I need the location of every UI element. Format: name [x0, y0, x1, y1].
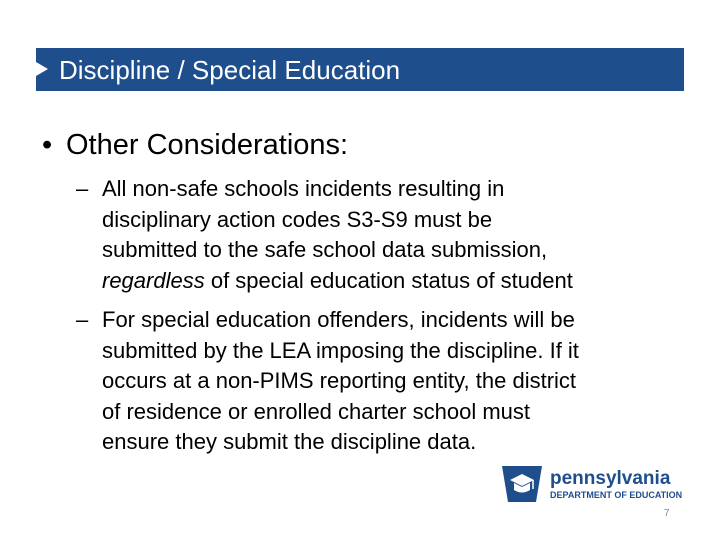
main-bullet — [42, 128, 348, 162]
sub-bullet-line: ensure they submit the discipline data. — [102, 429, 477, 454]
sub-bullet-line: submitted to the safe school data submission, — [102, 237, 548, 262]
pa-education-logo — [500, 460, 684, 508]
sub-bullet-line — [102, 266, 573, 297]
logo-subtitle: DEPARTMENT OF EDUCATION — [550, 490, 683, 500]
emphasis-text: regardless — [102, 267, 205, 293]
sub-bullet-line: All non-safe schools incidents resulting in — [102, 176, 505, 201]
sub-bullet-line: disciplinary action codes S3-S9 must be — [102, 206, 493, 232]
dash-icon: – — [76, 176, 89, 201]
slide-title-bar — [36, 48, 684, 91]
sub-bullet-line: submitted by the LEA imposing the discipline. If it — [102, 337, 579, 363]
main-bullet-text: Other Considerations: — [66, 129, 349, 161]
slide-title: Discipline / Special Education — [59, 55, 401, 85]
bullet-dot-icon: • — [42, 129, 53, 161]
sub-bullet-1 — [76, 174, 573, 296]
sub-bullet-2 — [76, 305, 579, 458]
logo-name: pennsylvania — [550, 468, 671, 489]
sub-bullet-line: occurs at a non-PIMS reporting entity, the district — [102, 368, 577, 393]
sub-bullet-line: For special education offenders, incidents will be — [102, 307, 575, 332]
sub-bullet-line: of residence or enrolled charter school must — [102, 398, 530, 424]
page-number: 7 — [664, 508, 670, 519]
title-arrow-icon — [36, 62, 48, 76]
sub-bullet-line-rest: of special education status of student — [204, 267, 573, 293]
dash-icon: – — [76, 307, 89, 332]
